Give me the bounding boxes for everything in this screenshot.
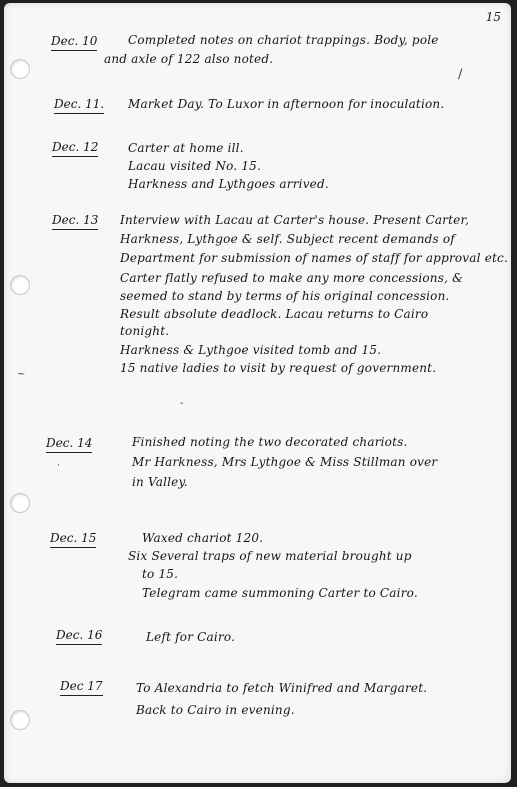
ink-mark: ·	[57, 461, 60, 471]
ink-mark: /	[458, 67, 463, 82]
entry-line: Waxed chariot 120.	[142, 531, 264, 545]
entry-line: Mr Harkness, Mrs Lythgoe & Miss Stillman over	[132, 455, 438, 469]
entry-line: Completed notes on chariot trappings. Body, pole	[128, 33, 439, 47]
binder-hole	[10, 59, 30, 79]
ink-mark: -	[180, 398, 184, 409]
ink-mark: ~	[17, 369, 26, 380]
entry-line: Telegram came summoning Carter to Cairo.	[142, 586, 418, 600]
entry-date: Dec. 12	[52, 140, 99, 154]
entry-line: Left for Cairo.	[146, 630, 236, 644]
entry-line: Lacau visited No. 15.	[128, 159, 262, 173]
entry-line: seemed to stand by terms of his original concession.	[120, 289, 450, 303]
entry-date: Dec. 13	[52, 213, 99, 227]
entry-line: and axle of 122 also noted.	[104, 52, 274, 66]
entry-line: in Valley.	[132, 475, 188, 489]
entry-line: Result absolute deadlock. Lacau returns to Cairo	[120, 307, 429, 321]
entry-line: Harkness & Lythgoe visited tomb and 15.	[120, 343, 382, 357]
entry-line: Six Several traps of new material brought up	[128, 549, 412, 563]
entry-line: Department for submission of names of staff for approval etc.	[120, 251, 508, 265]
entry-date: Dec. 14	[46, 436, 93, 450]
page-number: 15	[485, 10, 501, 24]
binder-hole	[10, 275, 30, 295]
entry-line: Carter at home ill.	[128, 141, 244, 155]
entry-line: Market Day. To Luxor in afternoon for inoculation.	[128, 97, 445, 111]
entry-line: 15 native ladies to visit by request of government.	[120, 361, 437, 375]
entry-line: Back to Cairo in evening.	[136, 703, 295, 717]
entry-date: Dec. 15	[50, 531, 97, 545]
entry-line: Interview with Lacau at Carter's house. Present Carter,	[120, 213, 470, 227]
entry-date: Dec. 10	[51, 34, 98, 48]
notebook-page	[4, 3, 511, 783]
entry-line: Harkness, Lythgoe & self. Subject recent demands of	[120, 232, 455, 246]
binder-hole	[10, 710, 30, 730]
binder-hole	[10, 493, 30, 513]
entry-line: Finished noting the two decorated chariots.	[132, 435, 408, 449]
entry-line: Carter flatly refused to make any more concessions, &	[120, 271, 463, 285]
entry-line: to 15.	[142, 567, 179, 581]
entry-line: To Alexandria to fetch Winifred and Margaret.	[136, 681, 428, 695]
entry-date: Dec. 16	[56, 628, 103, 642]
entry-line: tonight.	[120, 324, 170, 338]
entry-date: Dec. 11.	[54, 97, 105, 111]
entry-date: Dec 17	[60, 679, 103, 693]
entry-line: Harkness and Lythgoes arrived.	[128, 177, 329, 191]
